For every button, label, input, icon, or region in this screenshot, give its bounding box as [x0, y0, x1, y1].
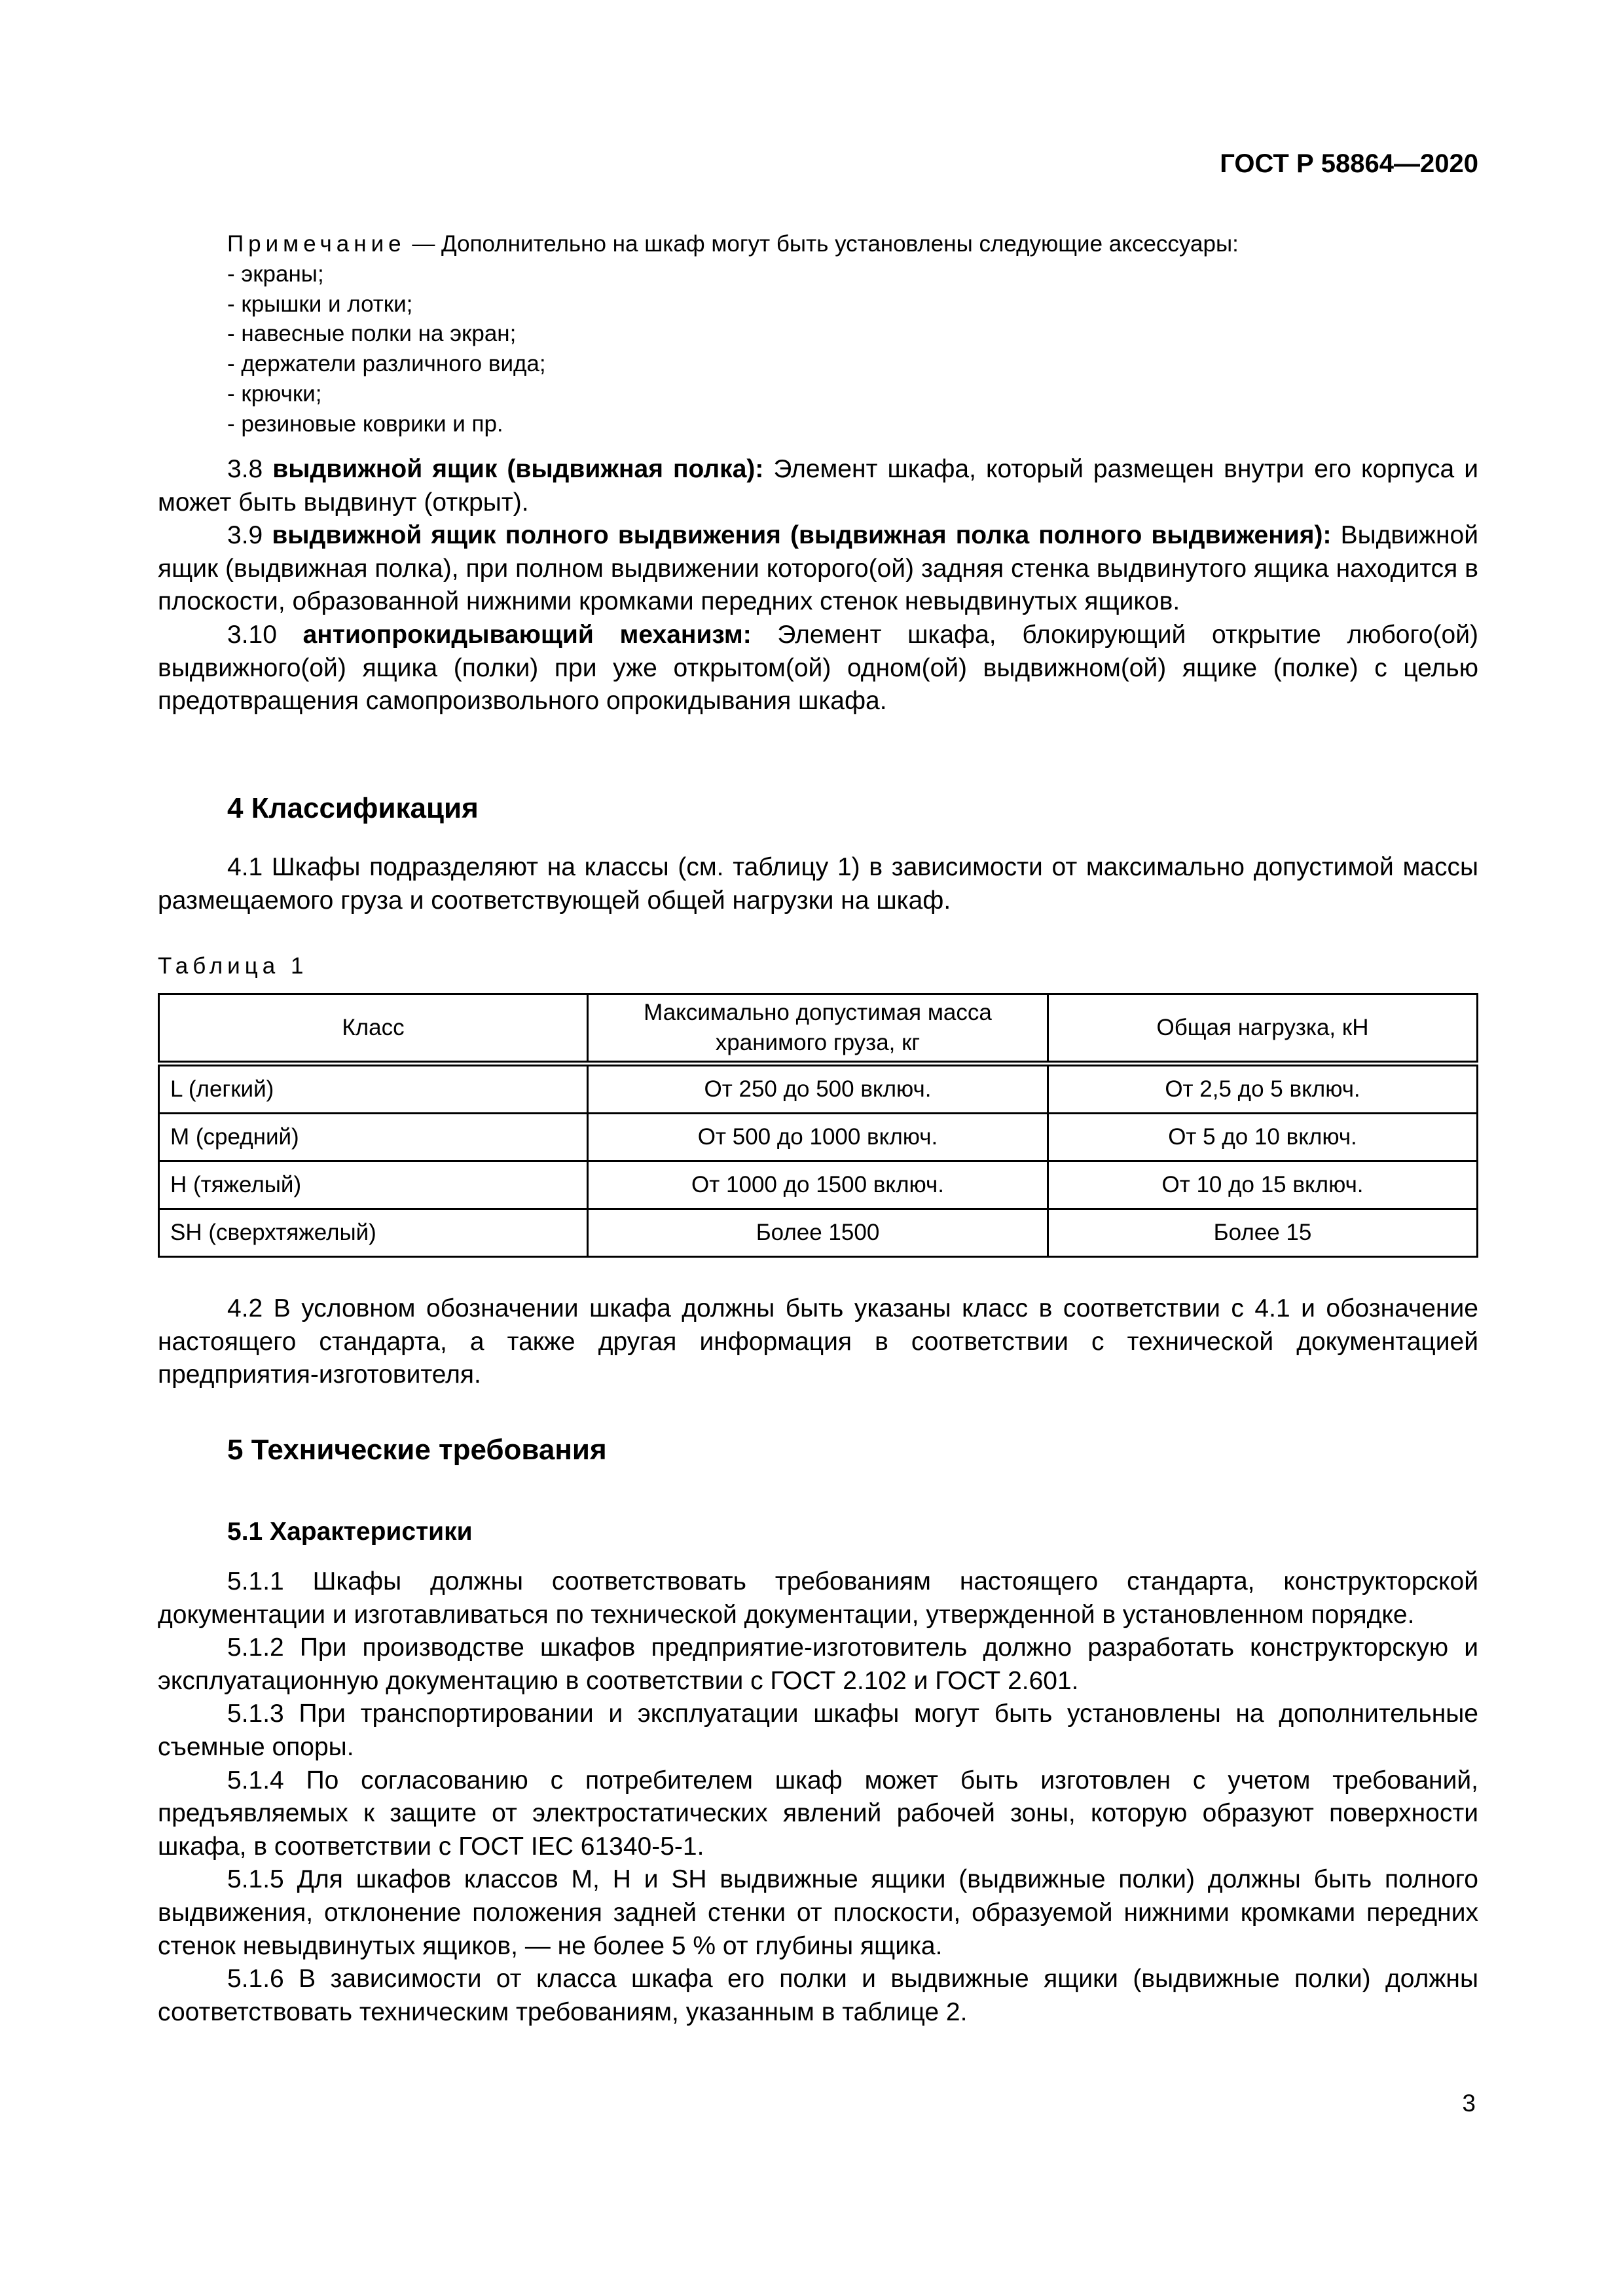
note-block — [158, 229, 1478, 439]
paragraph-5-1-6: 5.1.6 В зависимости от класса шкафа его полки и выдвижные ящики (выдвижные полки) должны соответствовать техническим требованиям, указанным в таблице 2. — [158, 1965, 1478, 2026]
header-total-load: Общая нагрузка, кН — [1048, 994, 1478, 1064]
cell-class: H (тяжелый) — [159, 1161, 588, 1209]
page-number: 3 — [1462, 2090, 1476, 2117]
section-5-heading: 5 Технические требования — [227, 1434, 607, 1466]
note-text: — Дополнительно на шкаф могут быть установлены следующие аксессуары: — [405, 231, 1239, 257]
note-item: - крышки и лотки; — [227, 291, 413, 317]
cell-load: Более 15 — [1048, 1209, 1478, 1257]
paragraph-5-1-2: 5.1.2 При производстве шкафов предприятие-изготовитель должно разработать конструкторскую и эксплуатационную документацию в соответствии с ГОСТ 2.102 и ГОСТ 2.601. — [158, 1633, 1478, 1695]
table-row — [159, 1064, 1478, 1114]
definition-3-10 — [158, 619, 1478, 718]
definition-3-8 — [158, 453, 1478, 519]
classification-table — [158, 993, 1478, 1258]
def-term: выдвижной ящик полного выдвижения (выдвижная полка полного выдвижения): — [272, 521, 1332, 550]
cell-class: L (легкий) — [159, 1064, 588, 1114]
subsection-5-1-heading: 5.1 Характеристики — [227, 1518, 473, 1546]
cell-mass: От 1000 до 1500 включ. — [588, 1161, 1048, 1209]
cell-load: От 2,5 до 5 включ. — [1048, 1064, 1478, 1114]
cell-load: От 5 до 10 включ. — [1048, 1114, 1478, 1161]
definitions — [158, 453, 1478, 718]
header-class: Класс — [159, 994, 588, 1064]
cell-mass: От 500 до 1000 включ. — [588, 1114, 1048, 1161]
def-number: 3.8 — [227, 455, 273, 483]
table-row — [159, 1161, 1478, 1209]
paragraph-4-2: 4.2 В условном обозначении шкафа должны быть указаны класс в соответствии с 4.1 и обозначение настоящего стандарта, а также другая информация в соответствии с технической документацией предприятия-изготовителя. — [158, 1294, 1478, 1389]
note-item: - навесные полки на экран; — [227, 321, 517, 347]
table-caption: Таблица 1 — [158, 953, 308, 979]
paragraph-5-1-1: 5.1.1 Шкафы должны соответствовать требованиям настоящего стандарта, конструкторской документации и изготавливаться по технической документации, утвержденной в установленном порядке. — [158, 1567, 1478, 1629]
note-item: - экраны; — [227, 261, 324, 287]
def-term: антиопрокидывающий механизм: — [302, 620, 752, 649]
cell-mass: Более 1500 — [588, 1209, 1048, 1257]
paragraph-4-1: 4.1 Шкафы подразделяют на классы (см. таблицу 1) в зависимости от максимально допустимой массы размещаемого груза и соответствующей общей нагрузки на шкаф. — [158, 853, 1478, 915]
note-item: - держатели различного вида; — [227, 351, 546, 377]
table-header-row — [159, 994, 1478, 1064]
note-label: Примечание — [227, 231, 406, 257]
def-text: Выдвижной ящик (выдвижная полка), при полном выдвижении которого(ой) задняя стенка выдвинутого ящика находится в плоскости, образованной нижними кромками передних стенок невыдвинутых ящиков. — [158, 521, 1478, 616]
cell-load: От 10 до 15 включ. — [1048, 1161, 1478, 1209]
paragraph-5-1-3: 5.1.3 При транспортировании и эксплуатации шкафы могут быть установлены на дополнительные съемные опоры. — [158, 1700, 1478, 1761]
def-number: 3.9 — [227, 521, 272, 550]
note-item: - крючки; — [227, 380, 322, 407]
paragraph-5-1-4: 5.1.4 По согласованию с потребителем шкаф может быть изготовлен с учетом требований, предъявляемых к защите от электростатических явлений рабочей зоны, которую образуют поверхности шкафа, в соответствии с ГОСТ IEC 61340-5-1. — [158, 1766, 1478, 1861]
cell-class: M (средний) — [159, 1114, 588, 1161]
cell-class: SH (сверхтяжелый) — [159, 1209, 588, 1257]
table-row — [159, 1209, 1478, 1257]
section-4-heading: 4 Классификация — [227, 792, 479, 824]
def-text: Элемент шкафа, блокирующий открытие любого(ой) выдвижного(ой) ящика (полки) при уже открытом(ой) одном(ой) выдвижном(ой) ящике (полке) с целью предотвращения самопроизвольного опрокидывания шкафа. — [158, 620, 1479, 716]
section-5-body — [158, 1565, 1478, 2029]
definition-3-9 — [158, 519, 1478, 619]
cell-mass: От 250 до 500 включ. — [588, 1064, 1048, 1114]
def-number: 3.10 — [227, 620, 303, 649]
def-term: выдвижной ящик (выдвижная полка): — [272, 455, 764, 483]
document-id: ГОСТ Р 58864—2020 — [1220, 149, 1478, 178]
paragraph-5-1-5: 5.1.5 Для шкафов классов M, H и SH выдвижные ящики (выдвижные полки) должны быть полного выдвижения, отклонение положения задней стенки от плоскости, образуемой нижними кромками передних стенок невыдвинутых ящиков, — не более 5 % от глубины ящика. — [158, 1865, 1478, 1960]
table-row — [159, 1114, 1478, 1161]
note-item: - резиновые коврики и пр. — [227, 410, 503, 437]
def-text: Элемент шкафа, который размещен внутри его корпуса и может быть выдвинут (открыт). — [158, 455, 1478, 517]
header-max-mass: Максимально допустимая масса хранимого груза, кг — [588, 994, 1048, 1064]
